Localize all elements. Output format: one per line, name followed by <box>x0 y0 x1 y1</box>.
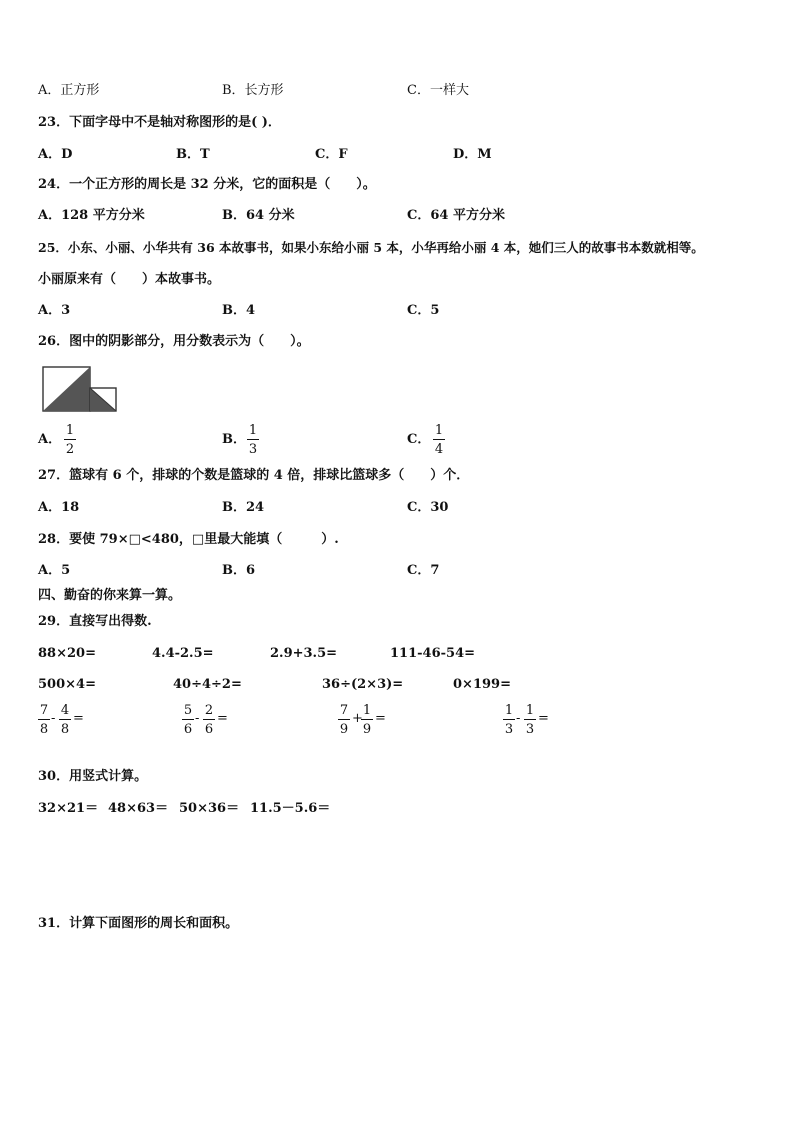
q23-option-b: B．T <box>176 147 210 162</box>
q28-option-b: B．6 <box>222 563 256 578</box>
q24-option-a: A．128 平方分米 <box>38 208 145 223</box>
q30-stem: 30．用竖式计算。 <box>38 769 148 784</box>
q29-stem: 29．直接写出得数. <box>38 614 152 629</box>
q26-option-c-label: C． <box>407 432 431 447</box>
q27-option-c: C．30 <box>407 500 449 515</box>
q25-option-a: A．3 <box>38 303 71 318</box>
section-4-heading: 四、勤奋的你来算一算。 <box>38 588 182 603</box>
q29-r1-c3: 2.9+3.5= <box>270 646 338 661</box>
q29-f3-fraction-1: 7 9 <box>339 703 349 737</box>
q22-option-a: A．正方形 <box>38 83 100 98</box>
q28-stem: 28．要使 79×□<480，□里最大能填（ ）. <box>38 532 339 547</box>
q30-item-4: 11.5－5.6＝ <box>250 801 331 816</box>
q29-f3-operator: + <box>352 711 363 726</box>
q29-r2-c4: 0×199= <box>453 677 511 692</box>
q25-stem-line2: 小丽原来有（ ）本故事书。 <box>38 272 221 287</box>
q29-f2-equals: = <box>217 711 228 726</box>
q26-option-c-fraction: 1 4 <box>434 423 444 457</box>
q23-stem: 23．下面字母中不是轴对称图形的是( )． <box>38 115 281 130</box>
q26-option-b-fraction: 1 3 <box>248 423 258 457</box>
shaded-figure <box>42 366 118 412</box>
q29-r1-c2: 4.4-2.5= <box>152 646 214 661</box>
q23-option-c: C．F <box>315 147 348 162</box>
q30-item-1: 32×21＝ <box>38 801 99 816</box>
q29-r2-c2: 40÷4÷2= <box>173 677 242 692</box>
q27-stem: 27．篮球有 6 个，排球的个数是篮球的 4 倍，排球比篮球多（ ）个． <box>38 468 470 483</box>
q22-option-b: B．长方形 <box>222 83 284 98</box>
q29-f2-fraction-1: 5 6 <box>183 703 193 737</box>
q29-f1-fraction-1: 7 8 <box>39 703 49 737</box>
q29-f2-fraction-2: 2 6 <box>204 703 214 737</box>
q25-option-c: C．5 <box>407 303 440 318</box>
q29-f1-equals: = <box>73 711 84 726</box>
q25-stem-line1: 25．小东、小丽、小华共有 36 本故事书，如果小东给小丽 5 本，小华再给小丽 4 本，她们三人的故事书本数就相等。 <box>38 240 704 255</box>
q25-option-b: B．4 <box>222 303 256 318</box>
q26-option-a-fraction: 1 2 <box>65 423 75 457</box>
q29-f4-fraction-1: 1 3 <box>504 703 514 737</box>
q29-f1-fraction-2: 4 8 <box>60 703 70 737</box>
q24-option-c: C．64 平方分米 <box>407 208 505 223</box>
q24-option-b: B．64 分米 <box>222 208 295 223</box>
q27-option-b: B．24 <box>222 500 265 515</box>
q29-r2-c1: 500×4= <box>38 677 96 692</box>
q29-f4-fraction-2: 1 3 <box>525 703 535 737</box>
q26-stem: 26．图中的阴影部分，用分数表示为（ ）。 <box>38 334 310 349</box>
q23-option-d: D．M <box>453 147 492 162</box>
q31-stem: 31．计算下面图形的周长和面积。 <box>38 916 239 931</box>
q23-option-a: A．D <box>38 147 73 162</box>
q24-stem: 24．一个正方形的周长是 32 分米，它的面积是（ ）。 <box>38 177 376 192</box>
q28-option-c: C．7 <box>407 563 440 578</box>
q26-option-b-label: B． <box>222 432 246 447</box>
q30-item-3: 50×36＝ <box>179 801 240 816</box>
q29-r1-c4: 111-46-54= <box>390 646 476 661</box>
q28-option-a: A．5 <box>38 563 71 578</box>
q27-option-a: A．18 <box>38 500 80 515</box>
q29-f3-equals: = <box>375 711 386 726</box>
q29-r2-c3: 36÷(2×3)= <box>322 677 404 692</box>
q29-r1-c1: 88×20= <box>38 646 96 661</box>
q29-f2-operator: - <box>195 711 200 726</box>
q29-f4-equals: = <box>538 711 549 726</box>
q29-f4-operator: - <box>516 711 521 726</box>
q29-f1-operator: - <box>51 711 56 726</box>
q30-item-2: 48×63＝ <box>108 801 169 816</box>
q26-option-a-label: A． <box>38 432 62 447</box>
q29-f3-fraction-2: 1 9 <box>362 703 372 737</box>
q22-option-c: C．一样大 <box>407 83 469 98</box>
